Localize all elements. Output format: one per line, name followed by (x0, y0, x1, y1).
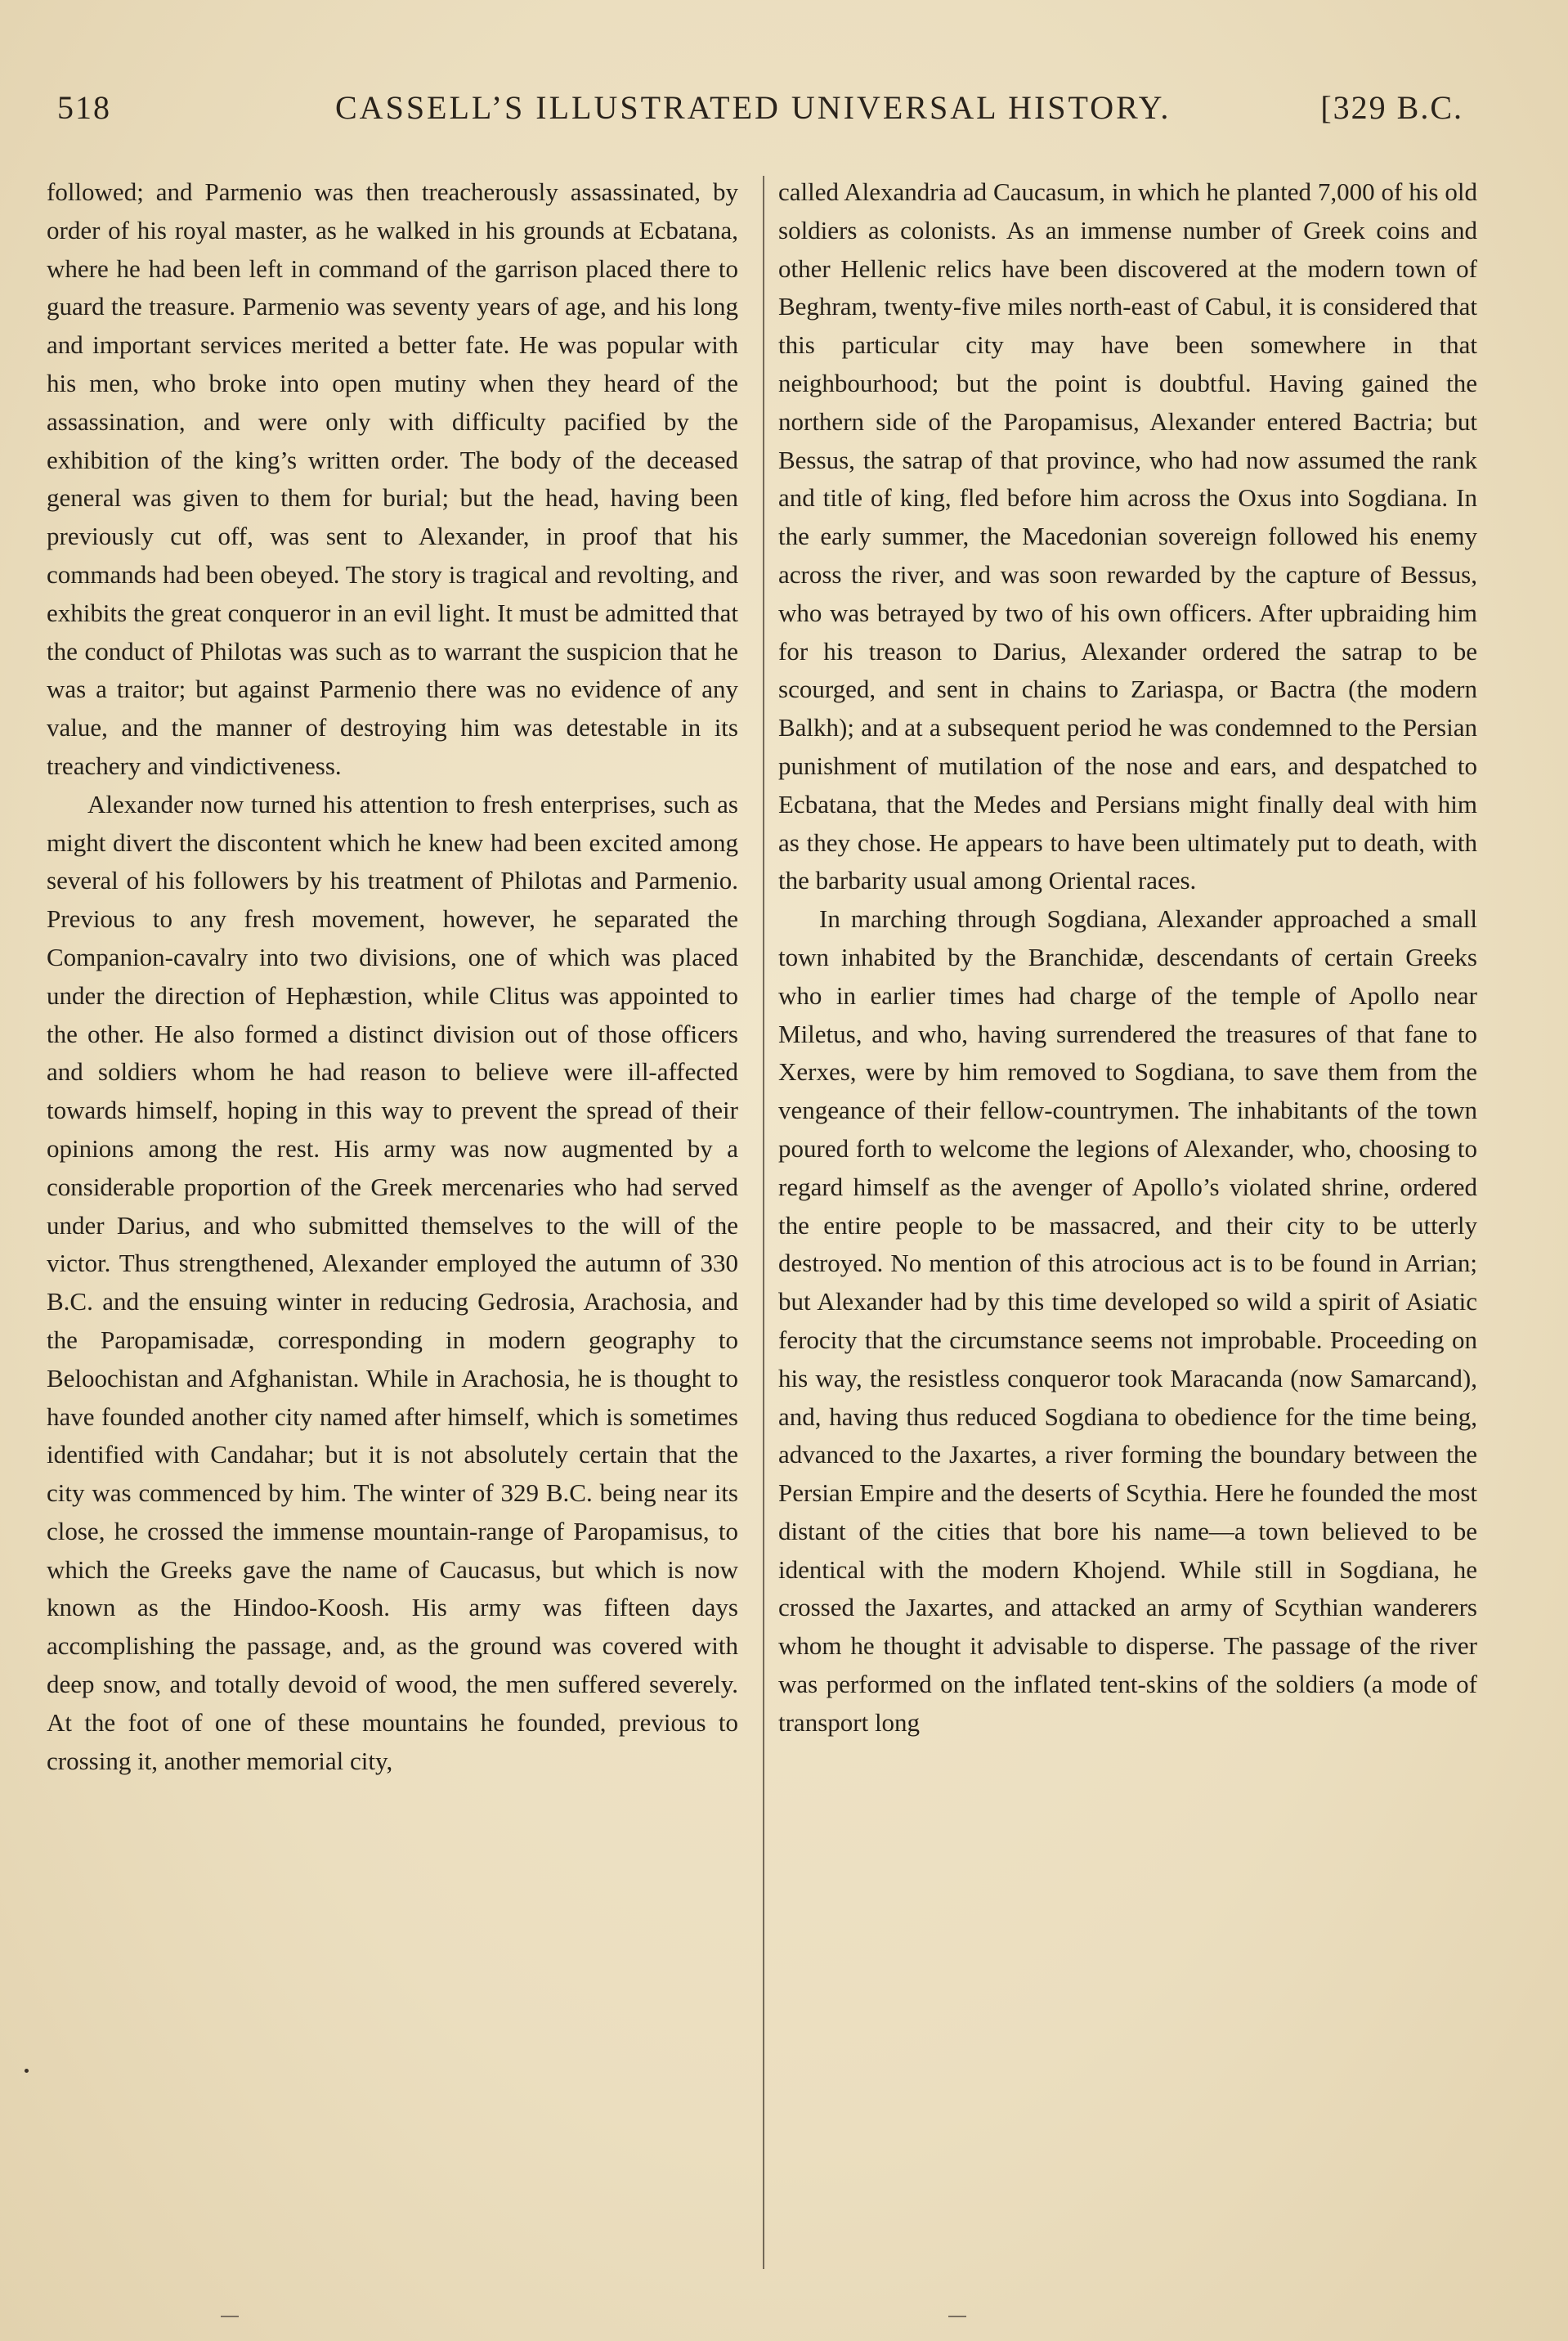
paragraph (778, 900, 1477, 1742)
paragraph-text: and the ensuing winter in reducing Gedrosia, Arachosia, and the Paropamisadæ, corresponding in modern geography to Beloochistan and Afghanistan. While in Arachosia, he is thought to have founded another city named after himself, which is sometimes identified with Candahar; but it is not absolutely certain that the city was commenced by him. The winter of 329 (47, 1287, 739, 1508)
era-abbreviation: B.C. (545, 1478, 593, 1508)
date-tag: [329 B.C. (1320, 89, 1463, 126)
right-column (778, 173, 1477, 1742)
paragraph (778, 173, 1477, 900)
margin-dot (25, 2069, 29, 2073)
paragraph (47, 786, 738, 1781)
footer-mark (948, 2316, 966, 2317)
running-title: CASSELL’S ILLUSTRATED UNIVERSAL HISTORY. (335, 89, 1172, 126)
footer-mark (221, 2316, 239, 2317)
paragraph-text: called Alexandria ad Caucasum, in which he planted 7,000 of his old soldiers as colonists. As an immense number of Greek coins and other Hellenic relics have been discovered at the modern town of Beghram, twenty-five miles north-east of Cabul, it is considered that this particular city may have been somewhere in that neighbourhood; but the point is doubtful. Having gained the northern side of the Paropamisus, Alexander entered Bactria; but Bessus, the satrap of that province, who had now assumed the rank and title of king, fled before him across the Oxus into Sogdiana. In the early summer, the Macedonian sovereign followed his enemy across the river, and was soon rewarded by the capture of Bessus, who was betrayed by two of his own officers. After upbraiding him for his treason to Darius, Alexander ordered the satrap to be scourged, and sent in chains to Zariaspa, or Bactra (the modern Balkh); and at a subsequent period he was condemned to the Persian punishment of mutilation of the nose and ears, and despatched to Ecbatana, that the Medes and Persians might finally deal with him as they chose. He appears to have been ultimately put to death, with the barbarity usual among Oriental races. (778, 177, 1477, 895)
page-number: 518 (57, 89, 111, 126)
paragraph (47, 173, 738, 786)
paragraph-text: Alexander now turned his attention to fresh enterprises, such as might divert the discontent which he knew had been excited among several of his followers by his treatment of Philotas and Parmenio. Previous to any fresh movement, however, he separated the Companion-cavalry into two divisions, one of which was placed under the direction of Hephæstion, while Clitus was appointed to the other. He also formed a distinct division out of those officers and soldiers whom he had reason to believe were ill-affected towards himself, hoping in this way to prevent the spread of their opinions among the rest. His army was now augmented by a considerable proportion of the Greek mercenaries who had served under Darius, and who submitted themselves to the will of the victor. Thus strengthened, Alexander employed the autumn of 330 (47, 789, 738, 1278)
column-divider (763, 176, 764, 2269)
running-header (57, 88, 1463, 137)
paragraph-text: followed; and Parmenio was then treacherously assassinated, by order of his royal master, as he walked in his grounds at Ecbatana, where he had been left in command of the garrison placed there to guard the treasure. Parmenio was seventy years of age, and his long and important services merited a better fate. He was popular with his men, who broke into open mutiny when they heard of the assassination, and were only with difficulty pacified by the exhibition of the king’s written order. The body of the deceased general was given to them for burial; but the head, having been previously cut off, was sent to Alexander, in proof that his commands had been obeyed. The story is tragical and revolting, and exhibits the great conqueror in an evil light. It must be admitted that the conduct of Philotas was such as to warrant the suspicion that he was a traitor; but against Parmenio there was no evidence of any value, and the manner of destroying him was detestable in its treachery and vindictiveness. (47, 177, 738, 780)
paragraph-text: being near its close, he crossed the immense mountain-range of Paropamisus, to which the Greeks gave the name of Caucasus, but which is now known as the Hindoo-Koosh. His army was fifteen days accomplishing the passage, and, as the ground was covered with deep snow, and totally devoid of wood, the men suffered severely. At the foot of one of these mountains he founded, previous to crossing it, another memorial city, (47, 1478, 738, 1775)
paragraph-text: In marching through Sogdiana, Alexander approached a small town inhabited by the Branchidæ, descendants of certain Greeks who in earlier times had charge of the temple of Apollo near Miletus, and who, having surrendered the treasures of that fane to Xerxes, were by him removed to Sogdiana, to save them from the vengeance of their fellow-countrymen. The inhabitants of the town poured forth to welcome the legions of Alexander, who, choosing to regard himself as the avenger of Apollo’s violated shrine, ordered the entire people to be massacred, and their city to be utterly destroyed. No mention of this atrocious act is to be found in Arrian; but Alexander had by this time developed so wild a spirit of Asiatic ferocity that the circumstance seems not improbable. Proceeding on his way, the resistless conqueror took Maracanda (now Samarcand), and, having thus reduced Sogdiana to obedience for the time being, advanced to the Jaxartes, a river forming the boundary between the Persian Empire and the deserts of Scythia. Here he founded the most distant of the cities that bore his name—a town believed to be identical with the modern Khojend. While still in Sogdiana, he crossed the Jaxartes, and attacked an army of Scythian wanderers whom he thought it advisable to disperse. The passage of the river was performed on the inflated tent-skins of the soldiers (a mode of transport long (778, 904, 1477, 1737)
left-column (47, 173, 738, 1780)
era-abbreviation: B.C. (47, 1287, 93, 1316)
